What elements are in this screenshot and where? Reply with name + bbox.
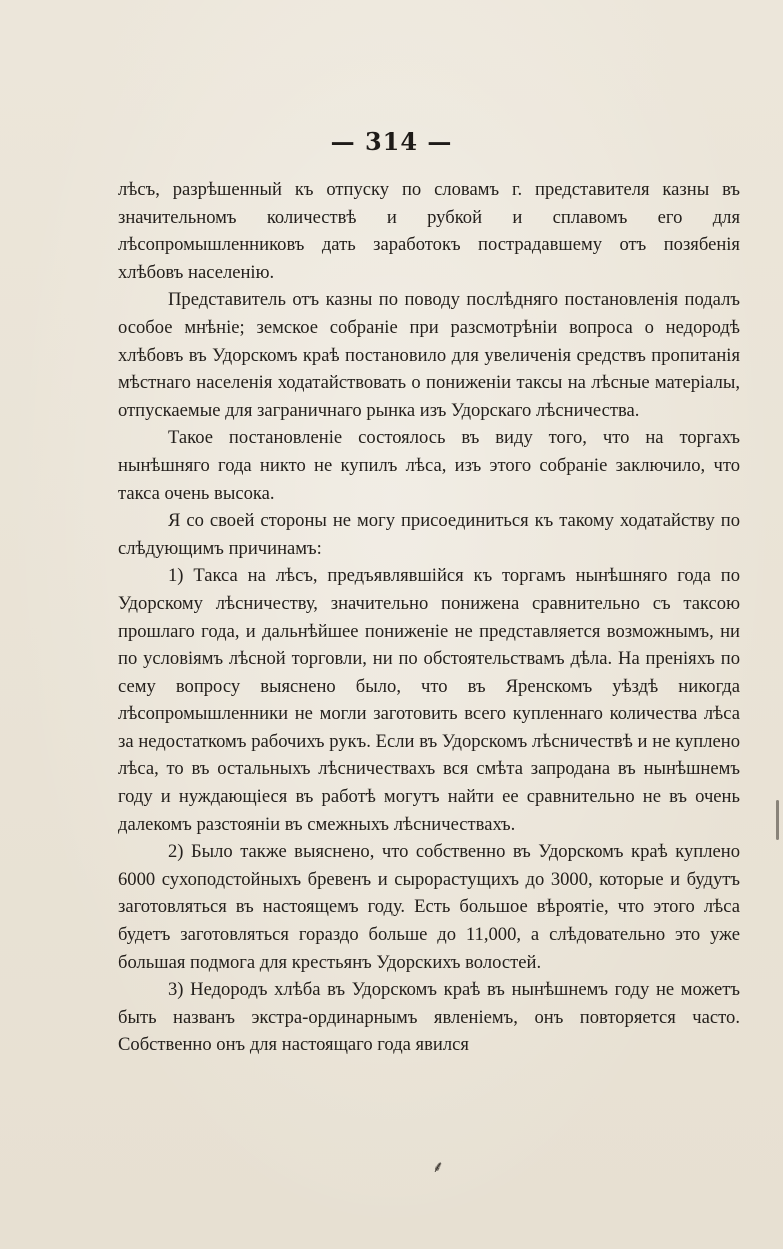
paragraph-1: лѣсъ, разрѣшенный къ отпуску по словамъ г. представителя казны въ значительномъ количествѣ и рубкой и сплавомъ его для лѣсопромышленниковъ дать заработокъ пострадавшему отъ позябенія хлѣбовъ населенію. [118, 179, 740, 283]
paragraph-7: 3) Недородъ хлѣба въ Удорскомъ краѣ въ нынѣшнемъ году не можетъ быть названъ экстра-ординарнымъ явленіемъ, онъ повторяется часто. Собственно онъ для настоящаго года явился [118, 979, 740, 1056]
margin-mark [776, 800, 779, 840]
paragraph-4: Я со своей стороны не могу присоединиться къ такому ходатайству по слѣдующимъ причинамъ: [118, 510, 740, 559]
page-number: — 314 — [330, 127, 453, 156]
paragraph-6: 2) Было также выяснено, что собственно въ Удорскомъ краѣ куплено 6000 сухоподстойныхъ бревенъ и сырорастущихъ до 3000, которые и будутъ заготовляться въ настоящемъ году. Есть большое вѣроятіе, что этого лѣса будетъ заготовляться гораздо больше до 11,000, а слѣдовательно это уже большая подмога для крестьянъ Удорскихъ волостей. [118, 841, 740, 973]
paragraph-5: 1) Такса на лѣсъ, предъявлявшійся къ торгамъ нынѣшняго года по Удорскому лѣсничеству, значительно понижена сравнительно съ таксою прошлаго года, и дальнѣйшее пониженіе не представляется возможнымъ, ни по условіямъ лѣсной торговли, ни по обстоятельствамъ дѣла. На преніяхъ по сему вопросу выяснено было, что въ Яренскомъ уѣздѣ никогда лѣсопромышленники не могли заготовить всего купленнаго количества лѣса за недостаткомъ рабочихъ рукъ. Если въ Удорскомъ лѣсничествѣ и не куплено лѣса, то въ остальныхъ лѣсничествахъ вся смѣта запродана въ нынѣшнемъ году и нуждающіеся въ работѣ могутъ найти ее сравнительно не въ очень далекомъ разстояніи въ смежныхъ лѣсничествахъ. [118, 565, 740, 835]
paragraph-3: Такое постановленіе состоялось въ виду того, что на торгахъ нынѣшняго года никто не купилъ лѣса, изъ этого собраніе заключило, что такса очень высока. [118, 427, 740, 504]
body-text [118, 176, 740, 1059]
ornament-mark: ⸙ [432, 1157, 445, 1176]
paragraph-2: Представитель отъ казны по поводу послѣдняго постановленія подалъ особое мнѣніе; земское собраніе при разсмотрѣніи вопроса о недородѣ хлѣбовъ въ Удорскомъ краѣ постановило для увеличенія средствъ пропитанія мѣстнаго населенія ходатайствовать о пониженіи таксы на лѣсные матеріалы, отпускаемые для заграничнаго рынка изъ Удорскаго лѣсничества. [118, 289, 740, 421]
